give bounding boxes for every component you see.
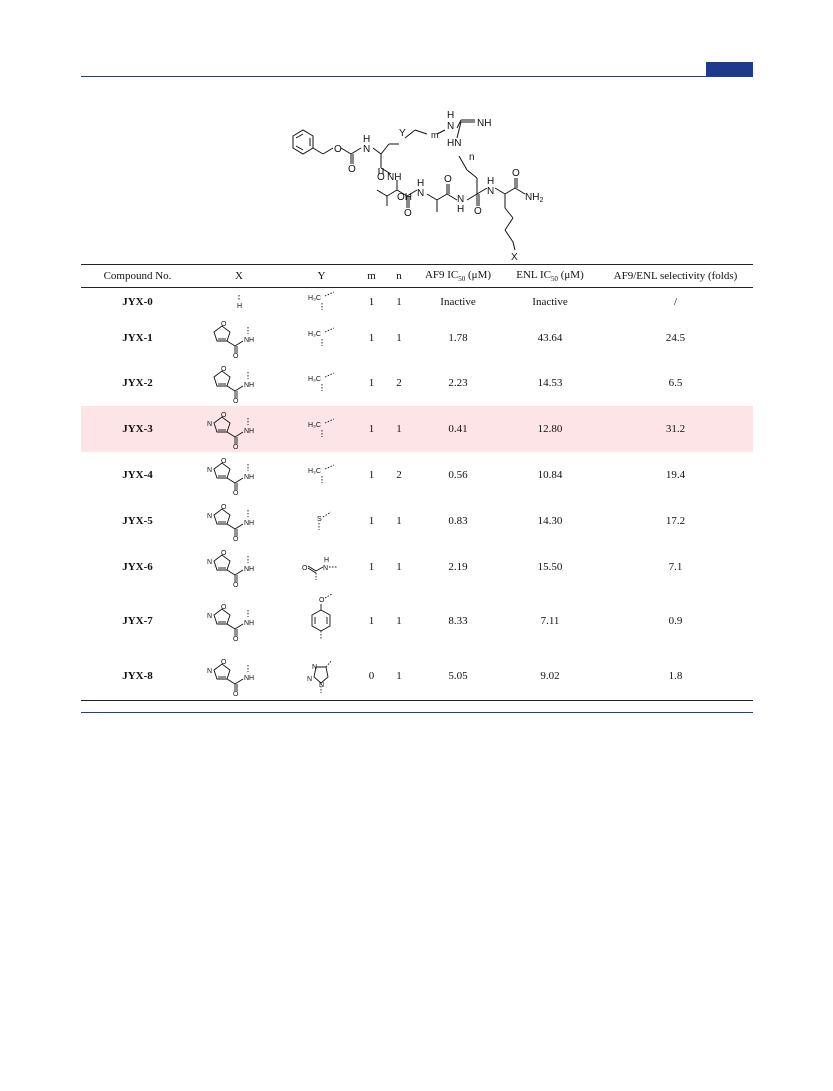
header-y: Y: [284, 265, 359, 288]
enl-ic50-cell: 43.64: [537, 332, 563, 344]
af9-ic50-cell: 2.23: [448, 377, 468, 389]
y-triazole-n3: N: [318, 681, 324, 689]
scaffold-m-label: m: [431, 130, 439, 140]
enl-ic50-cell: 15.50: [537, 561, 563, 573]
x-ring-oxygen: O: [221, 504, 227, 511]
header-m: m: [359, 265, 384, 288]
x-structure-cell: [194, 288, 284, 317]
y-methylene-label: H₃C: [307, 295, 321, 302]
selectivity-cell: 17.2: [665, 515, 686, 527]
compound-cell: JYX-4: [122, 469, 153, 481]
scaffold-o4: O: [404, 208, 412, 219]
n-cell: 1: [396, 296, 402, 308]
table-header-row: [81, 265, 753, 288]
footer-rule: [81, 712, 753, 713]
enl-ic50-cell: 14.30: [537, 515, 563, 527]
oxazole-5-carboxamide-structure-icon: [204, 455, 274, 495]
header-compound: Compound No.: [81, 265, 194, 288]
table-row-jyx-4: [81, 452, 753, 498]
scaffold-y-label: Y: [399, 128, 406, 139]
n-cell: 1: [384, 652, 414, 700]
phenoxy-structure-icon: [292, 594, 352, 648]
y-structure-cell: [284, 452, 359, 498]
x-structure-cell: [194, 452, 284, 498]
scaffold-o1: O: [334, 144, 342, 155]
m-cell: 0: [359, 652, 384, 700]
scaffold-h-top: H: [447, 110, 455, 121]
x-carbonyl-oxygen: O: [233, 490, 239, 495]
af9-ic50-cell: Inactive: [440, 296, 476, 308]
af9-ic50-cell: 2.19: [448, 561, 468, 573]
selectivity-cell: 6.5: [668, 377, 683, 389]
table-row-jyx-7: [81, 590, 753, 652]
table-row-jyx-2: [81, 360, 753, 406]
scaffold-n-b2: N: [457, 194, 465, 205]
y-structure-cell: [284, 316, 359, 360]
furan-2-carboxamide-structure-icon: [204, 363, 274, 403]
triazole-structure-icon: [292, 655, 352, 697]
scaffold-o5: O: [444, 174, 452, 185]
scaffold-nh-top: NH: [477, 118, 492, 129]
m-cell: 1: [368, 561, 375, 573]
n-cell: 1: [396, 615, 402, 627]
y-methylene-label: H₃C: [307, 468, 321, 475]
header-af9-ic50: AF9 $IC_{50}$ (μM): [414, 265, 502, 288]
compound-cell: JYX-5: [122, 515, 153, 527]
y-phenoxy-oxygen: O: [318, 597, 324, 604]
n-cell: 2: [396, 377, 402, 389]
sar-table: [81, 264, 753, 701]
thioether-structure-icon: [292, 507, 352, 535]
x-carbonyl-oxygen: O: [233, 444, 239, 449]
m-cell: 1: [368, 515, 375, 527]
y-structure-cell: [284, 288, 359, 317]
selectivity-cell: /: [673, 296, 678, 308]
table-row-jyx-0: [81, 288, 753, 317]
af9-ic50-cell: 1.78: [448, 332, 468, 344]
table-row-jyx-8: [81, 652, 753, 700]
x-structure-cell: [194, 544, 284, 590]
x-ring-oxygen: O: [221, 412, 227, 419]
scaffold-n-b3: N: [487, 186, 495, 197]
scaffold-n-cbz: N: [363, 144, 371, 155]
scaffold-h-cbz: H: [363, 134, 371, 145]
oxazole-5-carboxamide-structure-icon: [204, 601, 274, 641]
x-amide-nh: NH: [244, 428, 255, 435]
x-carbonyl-oxygen: O: [233, 353, 239, 358]
oxazole-5-carboxamide-structure-icon: [204, 409, 274, 449]
x-ring-nitrogen: N: [207, 513, 213, 520]
af9-ic50-cell: 8.33: [448, 615, 468, 627]
x-structure-cell: [194, 498, 284, 544]
enl-ic50-cell: 10.84: [537, 469, 563, 481]
x-ring-nitrogen: N: [207, 559, 213, 566]
scaffold-o6: O: [474, 206, 482, 217]
x-amide-nh: NH: [244, 520, 255, 527]
scaffold-o3: O: [377, 172, 385, 183]
x-amide-nh: NH: [244, 620, 255, 627]
oxazole-5-carboxamide-structure-icon: [204, 656, 274, 696]
x-amide-nh: NH: [244, 674, 255, 682]
y-sulfur-label: S: [316, 516, 322, 523]
scaffold-n-b1: N: [417, 188, 425, 199]
y-methylene-label: H₃C: [307, 331, 321, 338]
m-cell: 1: [359, 406, 384, 452]
scaffold-h-b1: H: [417, 178, 425, 189]
compound-cell: JYX-6: [122, 561, 153, 573]
scaffold-h-b2: H: [457, 204, 465, 215]
af9-ic50-cell: 0.83: [448, 515, 468, 527]
x-ring-nitrogen: N: [207, 467, 213, 474]
af9-ic50-cell: 0.41: [414, 406, 502, 452]
x-amide-nh: NH: [244, 337, 255, 344]
x-ring-nitrogen: N: [207, 421, 213, 428]
y-structure-cell: [284, 652, 359, 700]
header-n: n: [384, 265, 414, 288]
journal-header-block: [706, 62, 753, 77]
m-cell: 1: [368, 469, 375, 481]
x-ring-nitrogen: N: [207, 613, 213, 620]
x-structure-cell: [194, 360, 284, 406]
methylene-structure-icon: [292, 369, 352, 397]
n-cell: 1: [384, 406, 414, 452]
m-cell: 1: [368, 332, 375, 344]
x-structure-cell: [194, 590, 284, 652]
n-cell: 1: [396, 515, 402, 527]
af9-ic50-cell: 0.56: [448, 469, 468, 481]
m-cell: 1: [368, 377, 375, 389]
x-ring-oxygen: O: [221, 458, 227, 465]
selectivity-cell: 31.2: [598, 406, 753, 452]
y-triazole-n2: N: [306, 675, 312, 683]
y-amide-nitrogen: N: [322, 565, 328, 572]
x-ring-oxygen: O: [221, 321, 227, 328]
scaffold-nh2: $NH_2$: [525, 192, 544, 204]
compound-cell: JYX-3: [81, 406, 194, 452]
compound-cell: JYX-2: [122, 377, 153, 389]
x-ring-oxygen: O: [221, 604, 227, 611]
m-cell: 1: [368, 615, 375, 627]
y-triazole-n1: N: [311, 663, 317, 671]
x-ring-oxygen: O: [221, 658, 227, 666]
header-selectivity: AF9/ENL selectivity (folds): [598, 265, 753, 288]
compound-cell: JYX-1: [122, 332, 153, 344]
x-structure-cell: [194, 406, 284, 452]
y-methylene-label: H₃C: [307, 376, 321, 383]
y-structure-cell: [284, 360, 359, 406]
x-amide-nh: NH: [244, 566, 255, 573]
scaffold-h-b3: H: [487, 176, 495, 187]
n-cell: 1: [396, 561, 402, 573]
enl-ic50-cell: 9.02: [502, 652, 598, 700]
scaffold-o2: O: [348, 164, 356, 175]
header-enl-ic50: ENL $IC_{50}$ (μM): [502, 265, 598, 288]
selectivity-cell: 1.8: [598, 652, 753, 700]
y-amide-oxygen: O: [301, 565, 307, 572]
general-structure-scaffold: [285, 108, 555, 268]
enl-ic50-cell: 14.53: [537, 377, 563, 389]
x-carbonyl-oxygen: O: [233, 582, 239, 587]
x-carbonyl-oxygen: O: [233, 636, 239, 641]
x-ring-oxygen: O: [221, 366, 227, 373]
oxazole-5-carboxamide-structure-icon: [204, 547, 274, 587]
n-cell: 2: [396, 469, 402, 481]
x-structure-cell: [194, 652, 284, 700]
x-carbonyl-oxygen: O: [233, 398, 239, 403]
hydrogen-structure-icon: [204, 294, 274, 310]
y-structure-cell: [284, 544, 359, 590]
selectivity-cell: 24.5: [665, 332, 686, 344]
m-cell: 1: [368, 296, 375, 308]
x-carbonyl-oxygen: O: [233, 536, 239, 541]
methylene-structure-icon: [292, 415, 352, 443]
compound-cell: JYX-7: [122, 615, 153, 627]
methylene-structure-icon: [292, 461, 352, 489]
compound-cell: JYX-8: [81, 652, 194, 700]
header-rule: [81, 76, 753, 77]
x-structure-cell: [194, 316, 284, 360]
x-amide-nh: NH: [244, 382, 255, 389]
selectivity-cell: 0.9: [668, 615, 683, 627]
furan-2-carboxamide-structure-icon: [204, 318, 274, 358]
y-methylene-label: H₃C: [307, 422, 321, 429]
y-structure-cell: [284, 498, 359, 544]
scaffold-n-label: n: [469, 152, 475, 163]
table-row-jyx-1: [81, 316, 753, 360]
selectivity-cell: 19.4: [665, 469, 686, 481]
enl-ic50-cell: Inactive: [532, 296, 568, 308]
enl-ic50-cell: 12.80: [502, 406, 598, 452]
x-carbonyl-oxygen: O: [233, 690, 239, 696]
methylene-structure-icon: [292, 288, 352, 316]
scaffold-oh: OH: [397, 192, 412, 203]
scaffold-x-label: X: [511, 252, 518, 263]
n-cell: 1: [396, 332, 402, 344]
table-row-jyx-5: [81, 498, 753, 544]
selectivity-cell: 7.1: [668, 561, 683, 573]
x-amide-nh: NH: [244, 474, 255, 481]
x-ring-oxygen: O: [221, 550, 227, 557]
oxazole-5-carboxamide-structure-icon: [204, 501, 274, 541]
scaffold-hn-label: HN: [447, 138, 462, 149]
enl-ic50-cell: 7.11: [540, 615, 560, 627]
methylene-structure-icon: [292, 324, 352, 352]
compound-cell: JYX-0: [122, 296, 153, 308]
scaffold-n-top: N: [447, 121, 455, 132]
y-structure-cell: [284, 406, 359, 452]
x-ring-nitrogen: N: [207, 667, 213, 675]
table-row-jyx-3: [81, 406, 753, 452]
scaffold-o7: O: [512, 168, 520, 179]
table-row-jyx-6: [81, 544, 753, 590]
y-structure-cell: [284, 590, 359, 652]
scaffold-nh-mid: NH: [387, 172, 402, 183]
amide-structure-icon: [292, 553, 352, 581]
af9-ic50-cell: 5.05: [414, 652, 502, 700]
x-hydrogen-label: H: [237, 303, 243, 310]
header-x: X: [194, 265, 284, 288]
y-amide-h: H: [323, 557, 329, 564]
